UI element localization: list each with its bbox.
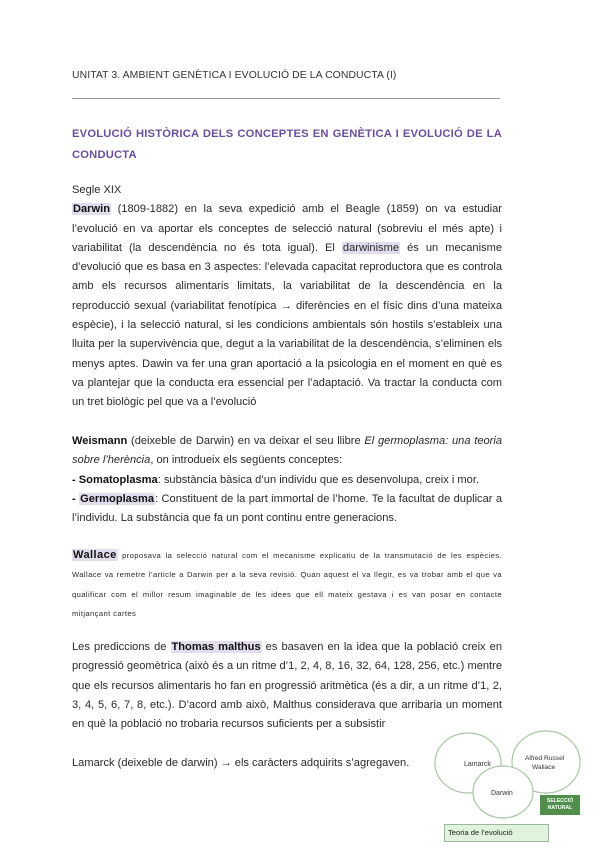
malthus-name: Thomas malthus xyxy=(171,641,261,653)
list-item-somatoplasma: - Somatoplasma: substància bàsica d’un individu que es desenvolupa, creix i mor. xyxy=(72,473,479,486)
section-title: EVOLUCIÓ HISTÒRICA DELS CONCEPTES EN GENÈTICA I EVOLUCIÓ DE LA CONDUCTA xyxy=(72,128,502,161)
diagram-darwin-label: Darwin xyxy=(491,790,513,797)
malthus-section: Les prediccions de Thomas malthus es basaven en la idea que la població creix en progressió geomètrica (això és a un ritme d’1, 2, 4, 8, 16, 32, 64, 128, 256, etc.) mentre que els recursos alimentaris ho fan en progressió aritmètica (és a dir, a un ritme d’1, 2, 3, 4, 5, 6, 7, 8, etc.). D’acord amb això, Malthus considerava que arribaria un moment en què la població no trobaria recursos suficients per a subsistir xyxy=(72,641,502,731)
lamarck-line: Lamarck (deixeble de darwin) → els caràcters adquirits s’agregaven. xyxy=(72,757,410,769)
diagram-wallace-label-1: Alfred Russel xyxy=(525,755,565,762)
wallace-name: Wallace xyxy=(73,549,117,561)
somatoplasma-term: Somatoplasma xyxy=(78,473,158,486)
diagram-caption: Teoria de l’evolució xyxy=(444,824,549,842)
wallace-section: Wallace proposava la selecció natural com el mecanisme explicatiu de la transmutació de les espècies. Wallace va remetre l’article a Darwin per a la seva revisió. Quan aquest el va llegir, es va trobar amb el que va qualificar com el millor resum imaginable de les idees que ell mateix gestava i es van posar en contacte mitjançant cartes xyxy=(72,549,502,619)
diagram-lamarck-label: Lamarck xyxy=(464,761,491,768)
germoplasma-term: Germoplasma xyxy=(80,492,155,505)
darwin-name: Darwin xyxy=(73,203,110,216)
diagram-wallace-label-2: Wallace xyxy=(532,764,556,771)
natural-selection-badge: SELECCIÓ NATURAL xyxy=(540,795,580,815)
weismann-paragraph: Weismann (deixeble de Darwin) en va deixar el seu llibre El germoplasma: una teoria sobre l’herència, on introdueix els següents conceptes: xyxy=(72,435,502,467)
unit-header: UNITAT 3. AMBIENT GENÈTICA I EVOLUCIÓ DE LA CONDUCTA (I) xyxy=(72,70,397,81)
century-label: Segle XIX xyxy=(72,184,122,196)
darwin-section xyxy=(72,181,502,413)
list-item-germoplasma: - Germoplasma: Constituent de la part immortal de l’home. Te la facultat de duplicar a l’individu. La substància que fa un pont continu entre generacions. xyxy=(72,492,502,525)
darwinisme-term: darwinisme xyxy=(342,241,400,254)
weismann-section xyxy=(72,432,502,528)
header-divider xyxy=(72,98,500,99)
weismann-name: Weismann xyxy=(72,435,128,447)
book-title: El germoplasma: una teoria sobre l’herència xyxy=(72,435,502,467)
darwin-paragraph: Darwin (1809-1882) en la seva expedició amb el Beagle (1859) on va estudiar l’evolució en va aportar els conceptes de selecció natural (sobreviu el més apte) i variabilitat (la descendència no és tota igual). El darwinisme és un mecanisme d’evolució que es basa en 3 aspectes: l’elevada capacitat reproductora que es controla amb els recursos alimentaris limitats, la variabilitat de la descendència en la reproducció sexual (variabilitat fenotípica → diferències en el físic dins d’una mateixa espècie), i la selecció natural, si les condicions ambientals són hostils s’estableix una lluita per la supervivència que, degut a la variabilitat de la descendència, s’eliminen els menys aptes. Dawin va fer una gran aportació a la psicologia en el moment en què es va plantejar que la conducta era essencial per l’adaptació. Va tractar la conducta com un tret biològic pel que va a l’evolució xyxy=(72,203,502,409)
